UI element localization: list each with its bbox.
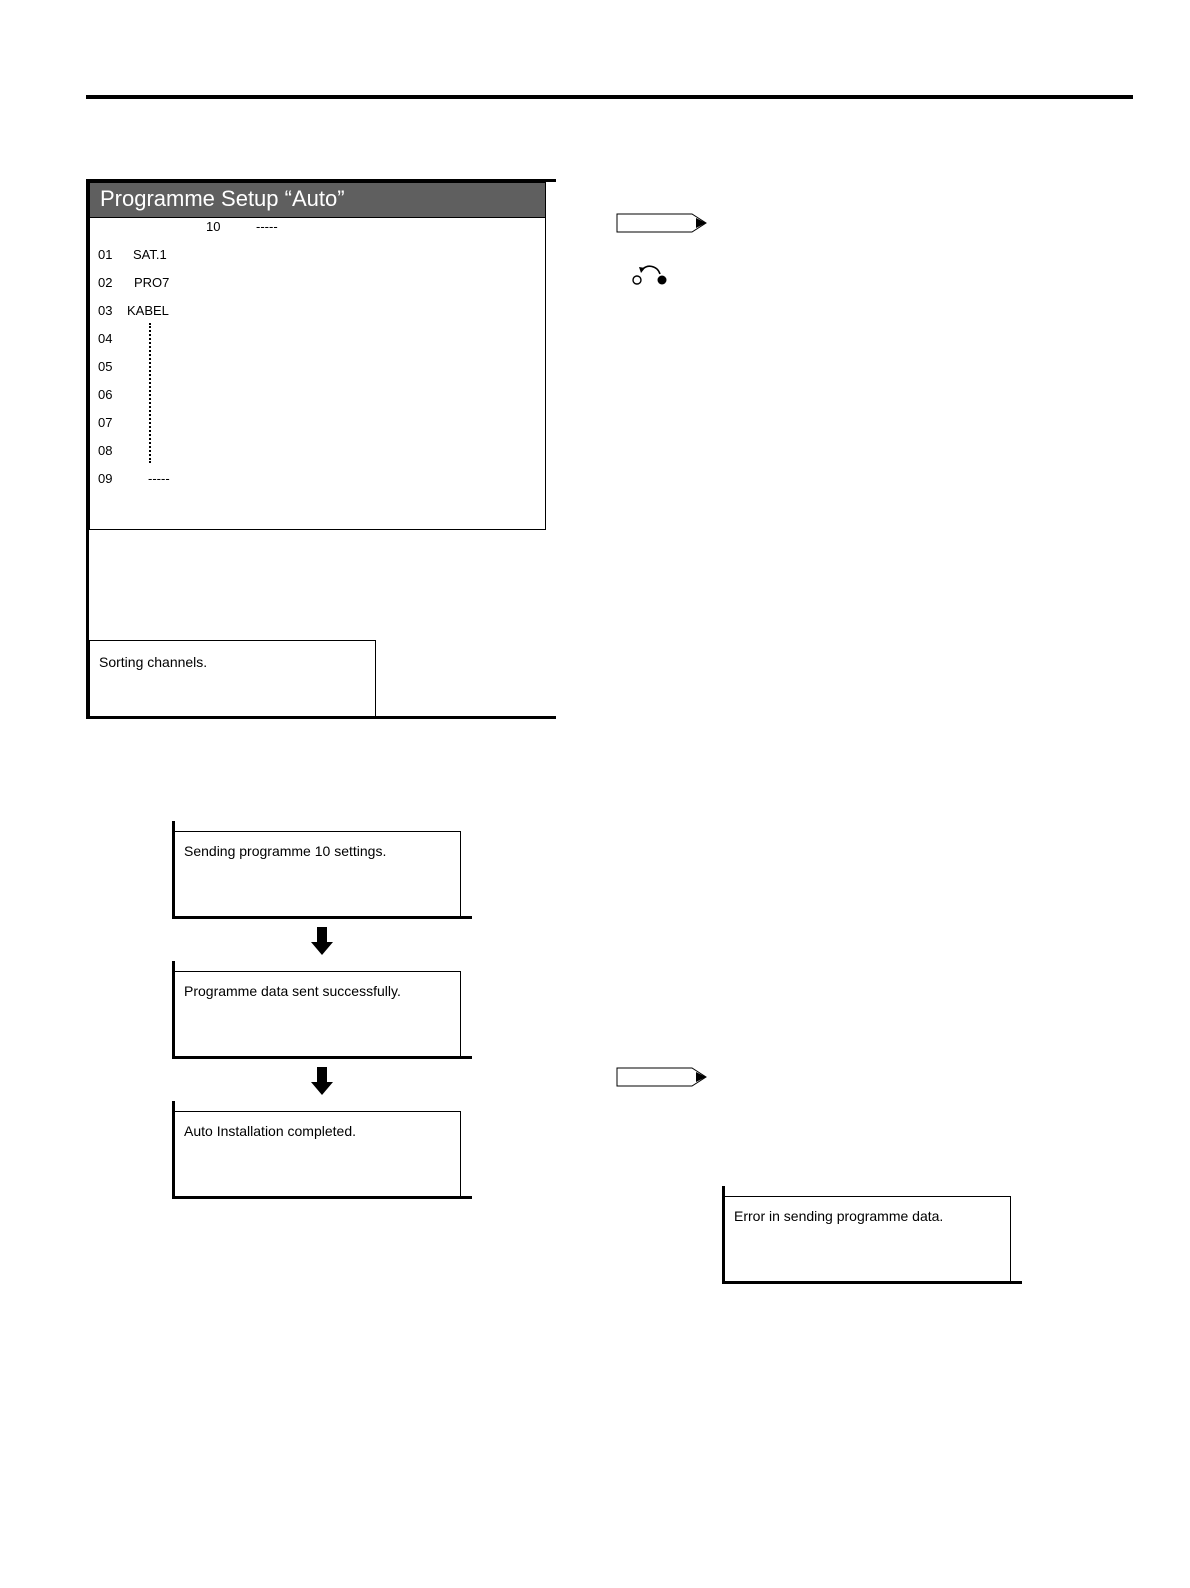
error-message-box [722, 1186, 1022, 1284]
channel-number: 03 [98, 303, 113, 318]
channel-number: 05 [98, 359, 113, 374]
channel-name: ----- [148, 471, 170, 486]
channel-number: 02 [98, 275, 113, 290]
sending-message: Sending programme 10 settings. [184, 843, 387, 859]
osd-header-name: ----- [256, 219, 278, 234]
arrow-down-icon [311, 927, 333, 955]
channel-number: 08 [98, 443, 113, 458]
osd-title-bar [90, 183, 545, 218]
osd-title: Programme Setup “Auto” [100, 186, 345, 211]
error-message: Error in sending programme data. [734, 1208, 944, 1224]
channel-number: 01 [98, 247, 113, 262]
note-pointer-icon [616, 1066, 708, 1088]
return-arrow-icon [631, 262, 671, 286]
channel-name: KABEL [127, 303, 169, 318]
top-rule [86, 95, 1133, 99]
success-message-box [172, 961, 472, 1059]
channel-number: 09 [98, 471, 113, 486]
arrow-down-icon [311, 1067, 333, 1095]
success-message: Programme data sent successfully. [184, 983, 401, 999]
channel-number: 07 [98, 415, 113, 430]
completed-message-box [172, 1101, 472, 1199]
channel-name: PRO7 [134, 275, 170, 290]
note-pointer-icon [616, 212, 708, 234]
channel-number: 04 [98, 331, 113, 346]
sorting-message: Sorting channels. [99, 654, 208, 670]
channel-number: 06 [98, 387, 113, 402]
completed-message: Auto Installation completed. [184, 1123, 356, 1139]
osd-header-number: 10 [206, 219, 221, 234]
sending-message-box [172, 821, 472, 919]
sorting-message-box [89, 640, 376, 719]
continuation-dots [149, 323, 151, 463]
channel-name: SAT.1 [133, 247, 167, 262]
programme-setup-panel [89, 182, 546, 530]
